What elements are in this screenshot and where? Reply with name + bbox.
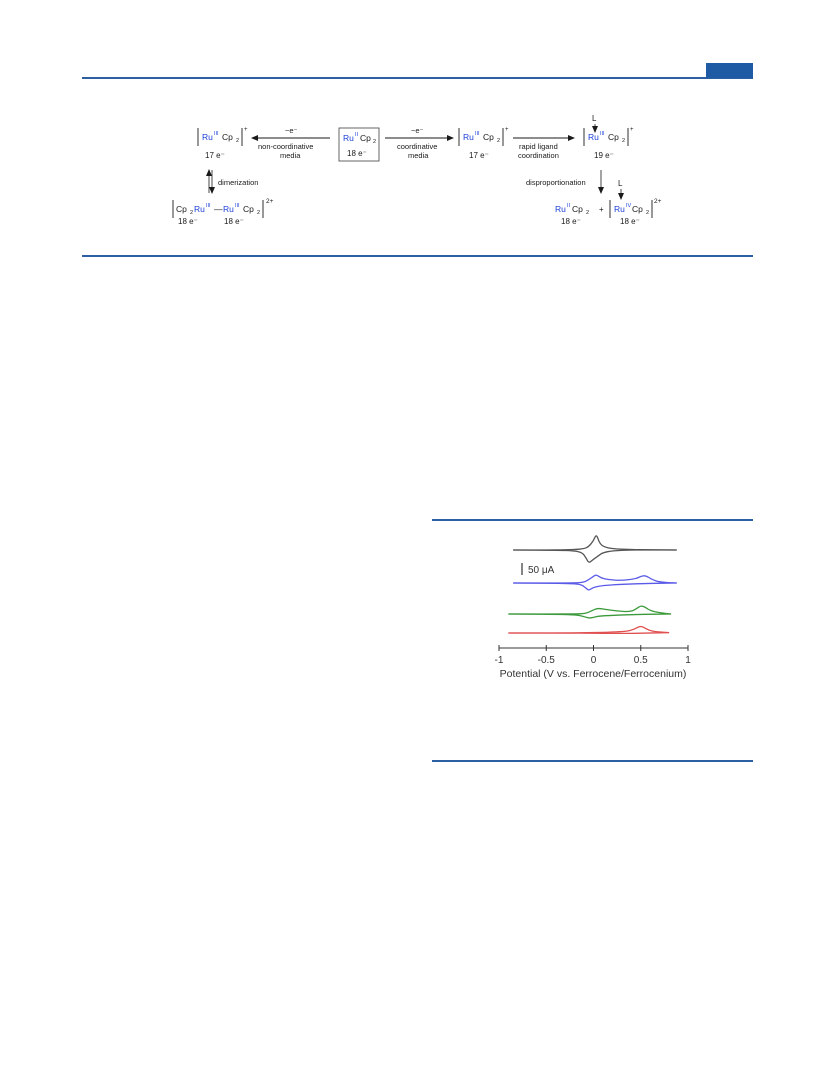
subscript: 2 xyxy=(190,210,194,216)
x-tick-label: 0.5 xyxy=(633,655,648,666)
dimerization-label: dimerization xyxy=(218,178,259,187)
cv-trace-2 xyxy=(513,575,677,583)
cp-ligand: Cp xyxy=(572,204,583,214)
ru-symbol: Ru xyxy=(223,204,234,214)
ox-state: III xyxy=(214,131,219,137)
ox-state: II xyxy=(567,203,571,209)
cv-trace-3 xyxy=(513,583,677,590)
ox-state: IV xyxy=(626,203,632,209)
ligand-label: L xyxy=(618,179,623,188)
ru-symbol: Ru xyxy=(614,204,625,214)
oxidation-label: −e⁻ xyxy=(411,126,424,135)
electron-count: 18 e⁻ xyxy=(178,217,198,226)
cp-ligand: Cp xyxy=(360,133,371,143)
charge: 2+ xyxy=(266,198,274,205)
ox-state: III xyxy=(206,203,211,209)
ru-symbol: Ru xyxy=(555,204,566,214)
subscript: 2 xyxy=(586,210,590,216)
x-tick-label: 0 xyxy=(590,655,597,666)
ligand-label: L xyxy=(592,114,597,123)
cp-ligand: Cp xyxy=(483,132,494,142)
scale-bar-label: 50 μA xyxy=(528,565,555,576)
cv-traces xyxy=(508,536,676,634)
ox-state: III xyxy=(600,131,605,137)
ru-symbol: Ru xyxy=(463,132,474,142)
cv-trace-1 xyxy=(513,550,677,562)
x-tick-label: 1 xyxy=(685,655,691,666)
subscript: 2 xyxy=(622,138,626,144)
subscript: 2 xyxy=(236,138,240,144)
x-axis xyxy=(495,645,692,666)
noncoord-label-1: non-coordinative xyxy=(258,142,314,151)
rapid-label-2: coordination xyxy=(518,151,559,160)
subscript: 2 xyxy=(497,138,501,144)
charge: + xyxy=(505,127,509,133)
disproportionation-label: disproportionation xyxy=(526,178,586,187)
electron-count: 18 e⁻ xyxy=(620,217,640,226)
subscript: 2 xyxy=(646,210,650,216)
cp-ligand: Cp xyxy=(243,204,254,214)
oxidation-label: −e⁻ xyxy=(285,126,298,135)
ru-symbol: Ru xyxy=(202,132,213,142)
cv-trace-4 xyxy=(508,606,671,614)
subscript: 2 xyxy=(257,210,261,216)
ru-symbol: Ru xyxy=(194,204,205,214)
cv-trace-6 xyxy=(508,627,669,634)
charge: + xyxy=(244,127,248,133)
coord-label-1: coordinative xyxy=(397,142,438,151)
electron-count: 18 e⁻ xyxy=(224,217,244,226)
cv-trace-7 xyxy=(508,633,669,634)
ru-symbol: Ru xyxy=(588,132,599,142)
cp-ligand: Cp xyxy=(176,204,187,214)
electron-count: 17 e⁻ xyxy=(469,151,489,160)
cv-trace-0 xyxy=(513,536,677,550)
electron-count: 19 e⁻ xyxy=(594,151,614,160)
bond: — xyxy=(214,204,223,214)
noncoord-label-2: media xyxy=(280,151,301,160)
cv-trace-5 xyxy=(508,614,671,618)
ox-state: III xyxy=(475,131,480,137)
coord-label-2: media xyxy=(408,151,429,160)
x-axis-label: Potential (V vs. Ferrocene/Ferrocenium) xyxy=(499,668,687,680)
electron-count: 17 e⁻ xyxy=(205,151,225,160)
electron-count: 18 e⁻ xyxy=(561,217,581,226)
charge: + xyxy=(630,127,634,133)
ox-state: III xyxy=(235,203,240,209)
subscript: 2 xyxy=(373,139,377,145)
cp-ligand: Cp xyxy=(608,132,619,142)
cp-ligand: Cp xyxy=(632,204,643,214)
cp-ligand: Cp xyxy=(222,132,233,142)
electron-count: 18 e⁻ xyxy=(347,149,367,158)
scale-bar xyxy=(522,563,555,576)
ru-symbol: Ru xyxy=(343,133,354,143)
ox-state: II xyxy=(355,132,359,138)
rapid-label-1: rapid ligand xyxy=(519,142,558,151)
x-tick-label: -0.5 xyxy=(537,655,555,666)
charge: 2+ xyxy=(654,198,662,205)
plus-sign: + xyxy=(599,205,604,214)
x-tick-label: -1 xyxy=(494,655,504,666)
